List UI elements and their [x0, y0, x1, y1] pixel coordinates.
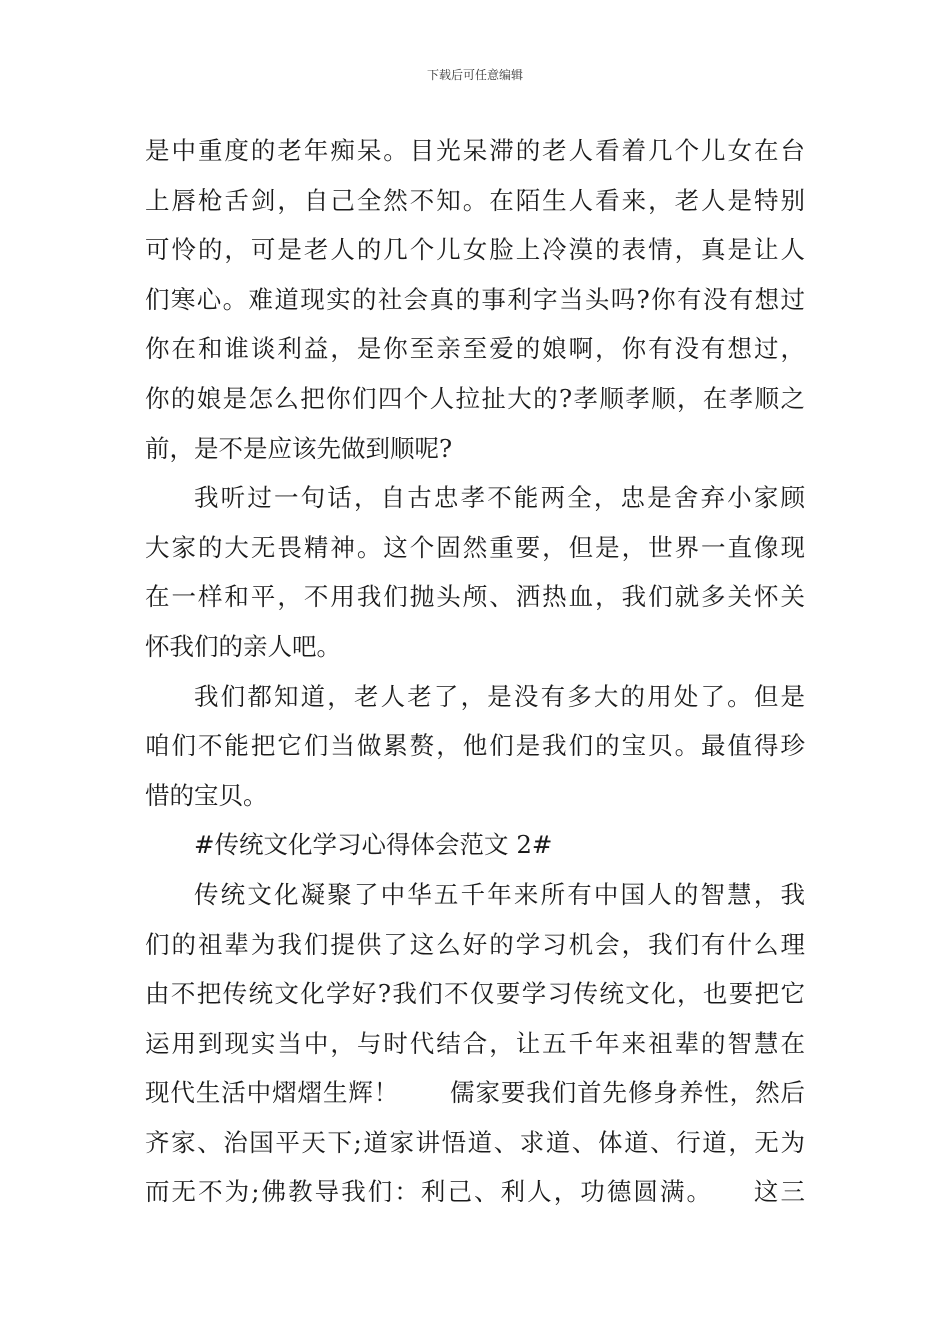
text-line: 咱们不能把它们当做累赘，他们是我们的宝贝。最值得珍	[145, 731, 805, 761]
text-line: 上唇枪舌剑，自己全然不知。在陌生人看来，老人是特别	[145, 185, 805, 215]
paragraph	[145, 126, 805, 473]
paragraph	[145, 820, 805, 870]
text-line: 惜的宝贝。	[145, 780, 268, 810]
text-line: 现代生活中熠熠生辉！ 儒家要我们首先修身养性，然后	[145, 1078, 805, 1108]
text-line: 们的祖辈为我们提供了这么好的学习机会，我们有什么理	[145, 929, 805, 959]
text-line: 你的娘是怎么把你们四个人拉扯大的?孝顺孝顺，在孝顺之	[145, 383, 805, 413]
document-body	[145, 126, 805, 1217]
text-line: 在一样和平，不用我们抛头颅、洒热血，我们就多关怀关	[145, 582, 805, 612]
paragraph	[145, 473, 805, 671]
text-line: #传统文化学习心得体会范文 2#	[194, 830, 553, 860]
text-line: 运用到现实当中，与时代结合，让五千年来祖辈的智慧在	[145, 1028, 805, 1058]
text-line: 而无不为;佛教导我们：利己、利人，功德圆满。 这三	[145, 1177, 805, 1207]
text-line: 我听过一句话，自古忠孝不能两全，忠是舍弃小家顾	[194, 483, 805, 513]
text-line: 是中重度的老年痴呆。目光呆滞的老人看着几个儿女在台	[145, 136, 805, 165]
text-line: 我们都知道，老人老了，是没有多大的用处了。但是	[194, 681, 805, 711]
text-line: 们寒心。难道现实的社会真的事利字当头吗?你有没有想过	[145, 284, 805, 314]
paragraph	[145, 870, 805, 1217]
paragraph	[145, 672, 805, 821]
text-line: 由不把传统文化学好?我们不仅要学习传统文化，也要把它	[145, 979, 805, 1009]
text-line: 怀我们的亲人吧。	[145, 631, 341, 661]
text-line: 齐家、治国平天下;道家讲悟道、求道、体道、行道，无为	[145, 1127, 805, 1157]
text-line: 传统文化凝聚了中华五千年来所有中国人的智慧，我	[194, 879, 805, 909]
text-line: 可怜的，可是老人的几个儿女脸上冷漠的表情，真是让人	[145, 235, 805, 265]
page-header: 下载后可任意编辑	[426, 68, 523, 82]
text-line: 前，是不是应该先做到顺呢?	[145, 433, 453, 463]
text-line: 你在和谁谈利益，是你至亲至爱的娘啊，你有没有想过，	[145, 334, 805, 364]
text-line: 大家的大无畏精神。这个固然重要，但是，世界一直像现	[145, 532, 805, 562]
